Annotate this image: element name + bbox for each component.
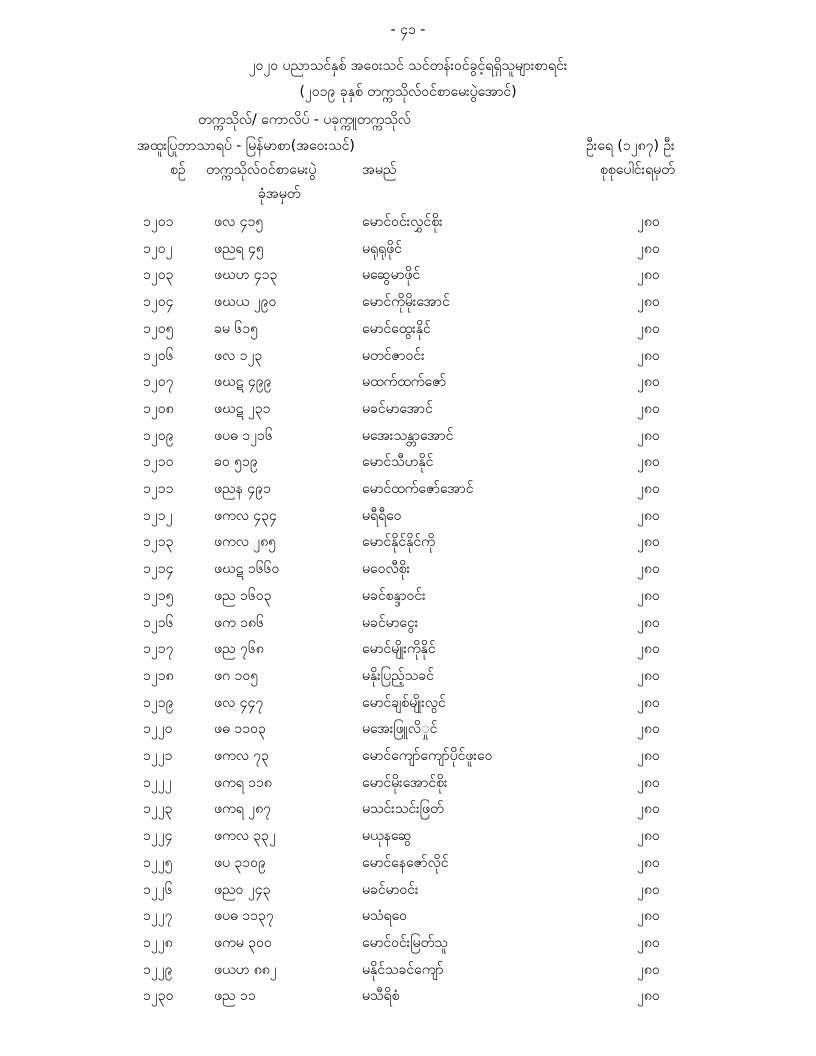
row-score: ၂၈၀ [637,721,660,738]
row-name: မောင်ထက်ဇော်အောင် [362,481,474,497]
row-roll-number: ဖကရ ၂၈၇ [214,801,271,818]
table-row [0,613,816,637]
row-name: မရီရီဝေ [362,507,402,524]
row-name: မသင်းသင်းဖြတ် [362,801,444,818]
table-row [0,933,816,957]
table-row [0,746,816,770]
row-seq: ၁၂၂၅ [143,854,173,871]
header-score: စုစုပေါင်းရမှတ် [600,162,675,178]
list-title: ၂၀၂၀ ပညာသင်နှစ် အဝေးသင် သင်တန်းဝင်ခွင့်ရရှိသူများစာရင်း [248,58,568,74]
row-score: ၂၈၀ [637,934,660,951]
row-roll-number: ဖလ ၁၂၃ [214,347,263,364]
row-name: မတင်ဇာဝင်း [362,347,425,364]
row-score: ၂၈၀ [637,240,660,257]
row-seq: ၁၂၃၀ [143,988,174,1005]
table-row [0,639,816,663]
row-name: မဆွေမာဖိုင် [362,267,421,284]
table-row [0,506,816,530]
row-name: မခင်မာဝင်း [362,881,419,898]
row-name: မောင်ချစ်မျိုးလွင် [362,694,446,711]
row-name: မသံရဝေ [362,908,408,925]
table-row [0,532,816,556]
row-score: ၂၈၀ [637,561,660,578]
row-score: ၂၈၀ [637,587,660,604]
row-name: မနိုင်သခင်ကျော် [362,961,444,978]
row-roll-number: ဖဃဋ ၁၆၆၀ [214,561,280,578]
row-roll-number: ဖက ၁၈၆ [214,614,264,631]
row-roll-number: ဖပဓ ၁၁၃၇ [214,908,274,925]
row-seq: ၁၂၁၉ [143,694,174,711]
table-row [0,799,816,823]
row-seq: ၁၂၀၁ [143,214,174,230]
row-roll-number: ဖပဓ ၁၂၁၆ [214,427,273,444]
row-score: ၂၈၀ [637,507,660,524]
row-name: မဝေလီစိုး [362,561,411,578]
row-name: မနိုးပြည့်သခင် [362,667,434,684]
row-seq: ၁၂၂၂ [143,774,172,791]
row-name: မောင်ကိုမိုးအောင် [362,294,450,311]
row-seq: ၁၂၂၉ [143,961,173,978]
row-seq: ၁၂၂၄ [143,828,173,845]
row-seq: ၁၂၀၈ [143,400,174,417]
row-score: ၂၈၀ [637,828,660,845]
row-seq: ၁၂၂၀ [143,721,173,738]
row-score: ၂၈၀ [637,801,660,818]
row-name: မရုရုဖိုင် [362,240,402,257]
row-seq: ၁၂၀၅ [143,320,174,337]
row-seq: ၁၂၀၃ [143,267,174,284]
row-score: ၂၈၀ [637,988,660,1005]
row-score: ၂၈၀ [637,374,660,391]
table-row [0,986,816,1010]
row-name: မောင်ထွေးနိုင် [362,320,431,337]
row-score: ၂၈၀ [637,294,660,311]
header-name: အမည် [362,162,397,178]
row-seq: ၁၂၂၃ [143,801,173,818]
row-score: ၂၈၀ [637,454,660,471]
row-seq: ၁၂၂၇ [143,908,173,925]
row-roll-number: ခဝ ၅၁၉ [214,454,258,471]
table-row [0,426,816,450]
row-score: ၂၈၀ [637,320,660,337]
row-name: မောင်ဝင်းလွှင်စိုး [362,214,443,230]
row-seq: ၁၂၁၁ [143,481,174,497]
row-seq: ၁၂၀၉ [143,427,174,444]
row-roll-number: ဖဂ ၁၀၅ [214,667,259,684]
row-score: ၂၈၀ [637,667,660,684]
header-seq: စဉ် [170,162,186,178]
row-seq: ၁၂၁၀ [143,454,174,471]
table-row [0,239,816,263]
table-row [0,880,816,904]
row-roll-number: ဖကလ ၇၃ [214,748,270,764]
row-name: မသီရိစံ [362,988,400,1005]
table-row [0,559,816,583]
row-name: မခင်စန္ဒာဝင်း [362,587,426,604]
row-seq: ၁၂၀၆ [143,347,174,364]
row-score: ၂၈၀ [637,881,660,898]
row-roll-number: ဖကမ ၃၀၀ [214,934,272,951]
table-row [0,212,816,236]
row-seq: ၁၂၀၇ [143,374,174,391]
row-seq: ၁၂၀၂ [143,240,173,257]
row-seq: ၁၂၁၄ [143,561,174,578]
row-name: မောင်ကျော်ကျော်ပိုင်ဖူးဝေ [362,748,493,764]
row-roll-number: ဖကလ ၃၃၂ [214,828,276,845]
row-roll-number: ဖဓ ၁၁၀၃ [214,721,266,738]
row-seq: ၁၂၀၄ [143,294,174,311]
row-roll-number: ဖည ၁၁ [214,988,256,1005]
row-roll-number: ဖကလ ၄၃၄ [214,507,277,524]
row-seq: ၁၂၁၈ [143,667,174,684]
row-seq: ၁၂၁၂ [143,507,173,524]
row-score: ၂၈၀ [637,400,660,417]
student-count: ဦးရေ (၁၂၈၇) ဦး [586,138,675,154]
row-name: မအေးသန္တာအောင် [362,427,454,444]
row-seq: ၁၂၁၅ [143,587,174,604]
row-name: မယုနဆွေ [362,828,412,845]
row-seq: ၁၂၂၈ [143,934,173,951]
table-row [0,853,816,877]
row-name: မောင်နေဇော်လိုင် [362,854,449,871]
row-roll-number: ဖယဟ ၈၈၂ [214,961,277,978]
row-roll-number: ဖဃဋ ၂၃၁ [214,400,271,417]
table-row [0,773,816,797]
header-roll: တက္ကသိုလ်ဝင်စာမေးပွဲ [206,162,317,178]
row-score: ၂၈၀ [637,614,660,631]
table-row [0,292,816,316]
row-roll-number: ဖကရ ၁၁၈ [214,774,272,791]
row-score: ၂၈၀ [637,961,660,978]
row-roll-number: ခမ ၆၁၅ [214,320,258,337]
row-score: ၂၈၀ [637,214,660,230]
table-row [0,906,816,930]
list-subtitle: (၂၀၁၉ ခုနှစ် တက္ကသိုလ်ဝင်စာမေးပွဲအောင်) [299,84,517,100]
row-roll-number: ဖည ၁၆၀၃ [214,587,272,604]
row-seq: ၁၂၂၁ [143,748,173,764]
table-row [0,346,816,370]
row-score: ၂၈၀ [637,854,660,871]
row-seq: ၁၂၂၆ [143,881,173,898]
row-roll-number: ဖဃဋ ၄၉၉ [214,374,272,391]
row-seq: ၁၂၁၃ [143,534,174,551]
row-roll-number: ဖပ ၃၁၀၉ [214,854,266,871]
row-score: ၂၈၀ [637,641,660,658]
row-score: ၂၈၀ [637,267,660,284]
university-label: တက္ကသိုလ်/ ကောလိပ် - ပခုက္ကူတက္ကသိုလ် [198,112,411,128]
table-row [0,586,816,610]
row-score: ၂၈၀ [637,774,660,791]
table-row [0,479,816,503]
table-row [0,265,816,289]
row-name: မခင်မာငွေး [362,614,419,631]
row-name: မခင်မာအောင် [362,400,433,417]
row-score: ၂၈၀ [637,481,660,497]
row-name: မအေးဖြူလိှုင် [362,721,438,738]
table-row [0,372,816,396]
row-roll-number: ဖည ၇၆၈ [214,641,264,658]
table-row [0,319,816,343]
table-row [0,693,816,717]
table-row [0,452,816,476]
row-score: ၂၈၀ [637,347,660,364]
row-score: ၂၈၀ [637,908,660,925]
row-score: ၂၈၀ [637,694,660,711]
row-name: မောင်မျိုးကိုနိုင် [362,641,436,658]
table-row [0,719,816,743]
table-row [0,399,816,423]
row-seq: ၁၂၁၇ [143,641,174,658]
row-seq: ၁၂၁၆ [143,614,174,631]
table-row [0,826,816,850]
row-name: မထက်ထက်ဇော် [362,374,447,391]
row-name: မောင်မိုးအောင်စိုး [362,774,448,791]
row-roll-number: ဖဃဟ ၄၁၃ [214,267,278,284]
row-score: ၂၈၀ [637,427,660,444]
table-row [0,960,816,984]
row-roll-number: ဖညဝ ၂၄၃ [214,881,271,898]
row-score: ၂၈၀ [637,534,660,551]
row-roll-number: ဖညန ၄၉၁ [214,481,271,497]
major-label: အထူးပြုဘာသာရပ် - မြန်မာစာ(အဝေးသင်) [137,138,355,154]
row-roll-number: ဖကလ ၂၈၅ [214,534,277,551]
row-name: မောင်သီဟနိုင် [362,454,434,471]
table-row [0,666,816,690]
row-score: ၂၈၀ [637,748,660,764]
row-roll-number: ဖဃယ ၂၉၀ [214,294,277,311]
row-name: မောင်ဝင်းမြတ်သူ [362,934,448,951]
row-roll-number: ဖလ ၄၁၅ [214,214,264,230]
row-roll-number: ဖညရ ၄၅ [214,240,264,257]
row-roll-number: ဖလ ၄၄၇ [214,694,264,711]
header-roll-sub: ခုံအမှတ် [258,186,301,202]
page-number: - ၄၁ - [390,22,426,38]
row-name: မောင်နိုင်နိုင်ကို [362,534,435,551]
